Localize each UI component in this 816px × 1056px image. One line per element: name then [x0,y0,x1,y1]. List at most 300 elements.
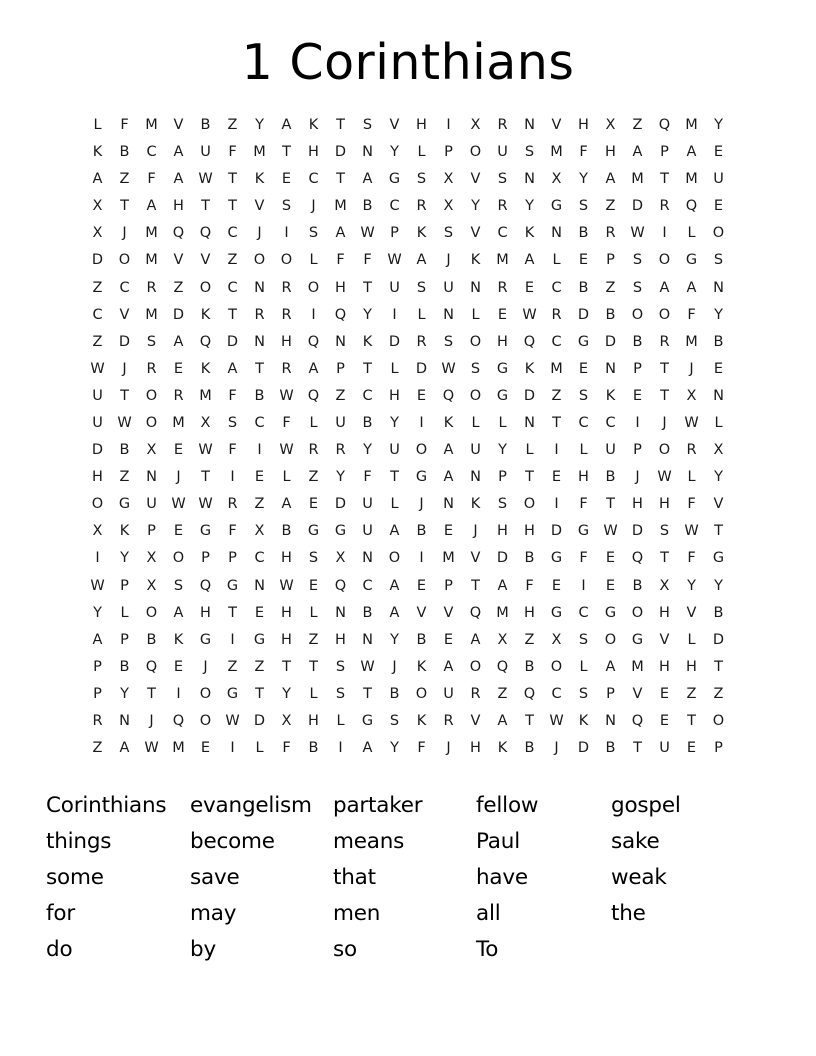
grid-cell[interactable]: M [550,144,563,161]
grid-cell[interactable]: T [282,658,291,675]
grid-cell[interactable]: B [362,198,373,215]
grid-cell[interactable]: G [577,523,590,540]
grid-cell[interactable]: L [687,469,696,486]
grid-cell[interactable]: C [551,685,562,702]
grid-cell[interactable]: L [93,116,102,133]
grid-cell[interactable]: S [713,252,724,269]
grid-cell[interactable]: O [280,252,293,269]
grid-cell[interactable]: F [687,496,696,513]
grid-cell[interactable]: U [497,144,508,161]
grid-cell[interactable]: F [120,116,129,133]
grid-cell[interactable]: X [92,198,103,215]
grid-cell[interactable]: R [92,713,103,729]
grid-cell[interactable]: N [335,604,346,621]
grid-cell[interactable]: X [146,442,157,459]
grid-cell[interactable]: M [631,658,644,675]
grid-cell[interactable]: X [92,225,103,242]
grid-cell[interactable]: S [389,713,400,729]
grid-cell[interactable]: E [416,387,427,404]
grid-cell[interactable]: W [360,225,375,242]
grid-cell[interactable]: R [659,333,670,350]
grid-cell[interactable]: B [578,279,589,296]
grid-cell[interactable]: K [416,713,427,729]
grid-cell[interactable]: Q [199,577,212,594]
grid-cell[interactable]: A [92,631,103,648]
grid-cell[interactable]: K [362,333,373,350]
grid-cell[interactable]: R [659,198,670,215]
grid-cell[interactable]: P [444,577,453,594]
grid-cell[interactable]: B [524,740,535,757]
grid-cell[interactable]: C [308,171,319,188]
grid-cell[interactable]: B [146,631,157,648]
grid-cell[interactable]: T [120,387,129,404]
word-list-item[interactable]: men [333,901,381,927]
grid-cell[interactable]: Q [145,658,158,675]
grid-cell[interactable]: Z [551,387,562,404]
grid-cell[interactable]: T [390,469,399,486]
grid-cell[interactable]: O [712,225,725,242]
grid-cell[interactable]: H [659,604,670,621]
grid-cell[interactable]: O [604,631,617,648]
grid-cell[interactable]: W [630,225,645,242]
grid-cell[interactable]: B [632,577,643,594]
grid-cell[interactable]: M [685,333,698,350]
grid-cell[interactable]: D [604,333,617,350]
grid-cell[interactable]: T [201,469,210,486]
grid-cell[interactable]: E [524,279,535,296]
grid-cell[interactable]: B [119,442,130,459]
grid-cell[interactable]: B [200,116,211,133]
grid-cell[interactable]: G [496,387,509,404]
grid-cell[interactable]: T [660,171,669,188]
grid-cell[interactable]: A [497,713,508,729]
grid-cell[interactable]: R [308,442,319,459]
grid-cell[interactable]: Q [523,333,536,350]
grid-cell[interactable]: Z [524,631,535,648]
grid-cell[interactable]: I [338,740,343,757]
grid-cell[interactable]: R [281,279,292,296]
grid-cell[interactable]: Z [92,740,103,757]
grid-cell[interactable]: Z [335,387,346,404]
grid-cell[interactable]: A [173,604,184,621]
grid-cell[interactable]: Z [254,658,265,675]
grid-cell[interactable]: E [200,740,211,757]
grid-cell[interactable]: I [392,306,397,323]
grid-cell[interactable]: S [578,198,589,215]
grid-cell[interactable]: Z [686,685,697,702]
grid-cell[interactable]: R [551,306,562,323]
grid-cell[interactable]: H [281,631,292,648]
grid-cell[interactable]: R [281,306,292,323]
grid-cell[interactable]: I [230,469,235,486]
grid-cell[interactable]: K [200,360,211,377]
grid-cell[interactable]: K [497,740,508,757]
grid-cell[interactable]: M [550,360,563,377]
grid-cell[interactable]: W [144,740,159,757]
grid-cell[interactable]: I [419,414,424,431]
grid-cell[interactable]: I [95,550,100,567]
grid-cell[interactable]: G [388,171,401,188]
grid-cell[interactable]: M [172,414,185,431]
grid-cell[interactable]: L [552,252,561,269]
grid-cell[interactable]: J [257,225,262,242]
grid-cell[interactable]: N [254,577,265,594]
grid-cell[interactable]: C [389,198,400,215]
grid-cell[interactable]: V [173,252,184,269]
grid-cell[interactable]: Q [685,198,698,215]
grid-cell[interactable]: J [689,360,694,377]
grid-cell[interactable]: A [659,279,670,296]
grid-cell[interactable]: E [308,577,319,594]
grid-cell[interactable]: Z [605,198,616,215]
grid-cell[interactable]: A [686,279,697,296]
grid-cell[interactable]: S [632,279,643,296]
grid-cell[interactable]: T [660,387,669,404]
grid-cell[interactable]: Q [307,333,320,350]
grid-cell[interactable]: E [173,658,184,675]
grid-cell[interactable]: K [605,387,616,404]
grid-cell[interactable]: F [687,550,696,567]
grid-cell[interactable]: O [415,685,428,702]
grid-cell[interactable]: Y [363,442,372,459]
grid-cell[interactable]: K [416,658,427,675]
grid-cell[interactable]: G [199,523,212,540]
word-list-item[interactable]: gospel [611,793,681,819]
grid-cell[interactable]: D [496,550,509,567]
grid-cell[interactable]: N [470,469,481,486]
grid-cell[interactable]: K [92,144,103,161]
word-list-item[interactable]: so [333,937,357,963]
grid-cell[interactable]: C [227,279,238,296]
grid-cell[interactable]: S [443,333,454,350]
grid-cell[interactable]: B [632,333,643,350]
grid-cell[interactable]: A [173,171,184,188]
grid-cell[interactable]: H [578,469,589,486]
grid-cell[interactable]: Y [120,550,129,567]
grid-cell[interactable]: E [632,387,643,404]
grid-cell[interactable]: D [550,523,563,540]
grid-cell[interactable]: O [631,306,644,323]
grid-cell[interactable]: N [254,333,265,350]
grid-cell[interactable]: T [255,685,264,702]
grid-cell[interactable]: H [659,496,670,513]
grid-cell[interactable]: Y [687,577,696,594]
grid-cell[interactable]: T [282,144,291,161]
grid-cell[interactable]: D [172,306,185,323]
grid-cell[interactable]: E [173,523,184,540]
word-list-item[interactable]: have [476,865,528,891]
grid-cell[interactable]: Z [713,685,724,702]
grid-cell[interactable]: S [335,658,346,675]
grid-cell[interactable]: E [497,306,508,323]
word-list-item[interactable]: things [46,829,112,855]
grid-cell[interactable]: L [309,414,318,431]
grid-cell[interactable]: E [578,360,589,377]
word-list-item[interactable]: Paul [476,829,520,855]
grid-cell[interactable]: W [549,713,564,729]
grid-cell[interactable]: O [415,442,428,459]
grid-cell[interactable]: J [176,469,181,486]
grid-cell[interactable]: V [119,306,130,323]
grid-cell[interactable]: C [497,225,508,242]
grid-cell[interactable]: M [685,171,698,188]
grid-cell[interactable]: N [524,414,535,431]
grid-cell[interactable]: I [230,740,235,757]
grid-cell[interactable]: D [91,442,104,459]
grid-cell[interactable]: N [335,333,346,350]
grid-cell[interactable]: C [578,604,589,621]
grid-cell[interactable]: O [631,604,644,621]
grid-cell[interactable]: V [389,116,400,133]
grid-cell[interactable]: Z [632,116,643,133]
grid-cell[interactable]: S [578,685,589,702]
grid-cell[interactable]: K [200,306,211,323]
grid-cell[interactable]: Q [172,225,185,242]
grid-cell[interactable]: W [279,577,294,594]
grid-cell[interactable]: H [605,144,616,161]
grid-cell[interactable]: Q [496,658,509,675]
grid-cell[interactable]: S [146,333,157,350]
grid-cell[interactable]: L [309,252,318,269]
grid-cell[interactable]: J [149,713,154,729]
grid-cell[interactable]: A [119,740,130,757]
grid-cell[interactable]: B [362,414,373,431]
grid-cell[interactable]: T [714,523,723,540]
grid-cell[interactable]: C [551,333,562,350]
grid-cell[interactable]: Y [390,414,399,431]
grid-cell[interactable]: K [416,225,427,242]
grid-cell[interactable]: H [200,604,211,621]
word-list-item[interactable]: by [190,937,216,963]
word-list-item[interactable]: weak [611,865,667,891]
grid-cell[interactable]: R [254,306,265,323]
grid-cell[interactable]: D [226,333,239,350]
grid-cell[interactable]: T [147,685,156,702]
grid-cell[interactable]: A [443,442,454,459]
grid-cell[interactable]: F [579,550,588,567]
grid-cell[interactable]: R [416,198,427,215]
word-list-item[interactable]: that [333,865,376,891]
grid-cell[interactable]: U [443,685,454,702]
grid-cell[interactable]: F [228,144,237,161]
grid-cell[interactable]: K [524,360,535,377]
word-list-item[interactable]: partaker [333,793,423,819]
grid-cell[interactable]: W [279,387,294,404]
grid-cell[interactable]: T [255,360,264,377]
grid-cell[interactable]: P [147,523,156,540]
grid-cell[interactable]: E [713,198,724,215]
grid-cell[interactable]: S [335,685,346,702]
grid-cell[interactable]: I [284,225,289,242]
grid-cell[interactable]: X [281,713,292,729]
grid-cell[interactable]: D [253,713,266,729]
grid-cell[interactable]: G [496,360,509,377]
grid-cell[interactable]: N [605,713,616,729]
grid-cell[interactable]: F [579,144,588,161]
grid-cell[interactable]: B [605,740,616,757]
word-list-item[interactable]: To [476,937,499,963]
grid-cell[interactable]: F [282,414,291,431]
grid-cell[interactable]: D [388,333,401,350]
grid-cell[interactable]: K [578,713,589,729]
grid-cell[interactable]: G [550,198,563,215]
grid-cell[interactable]: V [470,550,481,567]
grid-cell[interactable]: Y [120,685,129,702]
grid-cell[interactable]: W [441,360,456,377]
grid-cell[interactable]: F [417,740,426,757]
grid-cell[interactable]: K [173,631,184,648]
grid-cell[interactable]: N [443,496,454,513]
grid-cell[interactable]: A [173,333,184,350]
grid-cell[interactable]: G [226,577,239,594]
grid-cell[interactable]: Y [93,604,102,621]
grid-cell[interactable]: M [253,144,266,161]
grid-cell[interactable]: L [714,414,723,431]
grid-cell[interactable]: O [523,496,536,513]
grid-cell[interactable]: T [687,713,696,729]
grid-cell[interactable]: B [605,306,616,323]
grid-cell[interactable]: P [660,144,669,161]
grid-cell[interactable]: Y [714,116,723,133]
grid-cell[interactable]: S [416,171,427,188]
grid-cell[interactable]: R [416,333,427,350]
grid-cell[interactable]: N [713,279,724,296]
grid-cell[interactable]: V [443,604,454,621]
word-list-item[interactable]: for [46,901,75,927]
word-list-item[interactable]: become [190,829,275,855]
grid-cell[interactable]: K [119,523,130,540]
grid-cell[interactable]: U [470,442,481,459]
grid-cell[interactable]: Q [334,306,347,323]
grid-cell[interactable]: O [658,442,671,459]
grid-cell[interactable]: I [554,442,559,459]
grid-cell[interactable]: G [307,523,320,540]
grid-cell[interactable]: C [551,279,562,296]
grid-cell[interactable]: V [713,496,724,513]
grid-cell[interactable]: E [416,577,427,594]
grid-cell[interactable]: C [119,279,130,296]
grid-cell[interactable]: T [552,414,561,431]
grid-cell[interactable]: E [578,252,589,269]
grid-cell[interactable]: K [443,414,454,431]
grid-cell[interactable]: P [390,225,399,242]
grid-cell[interactable]: V [416,604,427,621]
grid-cell[interactable]: Z [227,658,238,675]
grid-cell[interactable]: V [470,713,481,729]
grid-cell[interactable]: E [605,577,616,594]
grid-cell[interactable]: G [604,604,617,621]
grid-cell[interactable]: J [419,496,424,513]
grid-cell[interactable]: O [118,252,131,269]
grid-cell[interactable]: A [281,116,292,133]
grid-cell[interactable]: T [525,713,534,729]
grid-cell[interactable]: A [335,225,346,242]
grid-cell[interactable]: P [228,550,237,567]
grid-cell[interactable]: B [119,658,130,675]
grid-cell[interactable]: O [199,279,212,296]
grid-cell[interactable]: O [712,713,725,729]
grid-cell[interactable]: H [470,740,481,757]
grid-cell[interactable]: Y [282,685,291,702]
grid-cell[interactable]: D [631,198,644,215]
grid-cell[interactable]: E [254,469,265,486]
grid-cell[interactable]: Z [92,279,103,296]
grid-cell[interactable]: S [281,198,292,215]
grid-cell[interactable]: A [227,360,238,377]
word-list-item[interactable]: all [476,901,501,927]
grid-cell[interactable]: S [227,414,238,431]
grid-cell[interactable]: G [631,631,644,648]
grid-cell[interactable]: T [363,685,372,702]
grid-cell[interactable]: Y [471,198,480,215]
grid-cell[interactable]: T [363,360,372,377]
grid-cell[interactable]: H [524,604,535,621]
grid-cell[interactable]: G [415,469,428,486]
grid-cell[interactable]: M [199,387,212,404]
grid-cell[interactable]: L [309,685,318,702]
grid-cell[interactable]: O [145,604,158,621]
grid-cell[interactable]: V [470,225,481,242]
grid-cell[interactable]: T [228,306,237,323]
grid-cell[interactable]: A [497,577,508,594]
grid-cell[interactable]: S [578,387,589,404]
grid-cell[interactable]: B [524,658,535,675]
grid-cell[interactable]: Y [579,171,588,188]
grid-cell[interactable]: R [146,360,157,377]
grid-cell[interactable]: Z [308,631,319,648]
grid-cell[interactable]: A [173,144,184,161]
grid-cell[interactable]: O [658,252,671,269]
grid-cell[interactable]: C [92,306,103,323]
grid-cell[interactable]: F [228,442,237,459]
grid-cell[interactable]: Q [469,604,482,621]
grid-cell[interactable]: A [92,171,103,188]
grid-cell[interactable]: Q [631,550,644,567]
grid-cell[interactable]: Y [714,577,723,594]
grid-cell[interactable]: M [685,116,698,133]
grid-cell[interactable]: N [713,387,724,404]
word-list-item[interactable]: the [611,901,646,927]
grid-cell[interactable]: L [417,306,426,323]
grid-cell[interactable]: O [469,658,482,675]
grid-cell[interactable]: V [659,631,670,648]
grid-cell[interactable]: D [334,496,347,513]
grid-cell[interactable]: X [443,171,454,188]
grid-cell[interactable]: Q [307,387,320,404]
grid-cell[interactable]: K [308,116,319,133]
grid-cell[interactable]: Y [390,740,399,757]
grid-cell[interactable]: Z [605,279,616,296]
grid-cell[interactable]: H [281,604,292,621]
grid-cell[interactable]: J [662,414,667,431]
grid-cell[interactable]: M [334,198,347,215]
grid-cell[interactable]: A [524,252,535,269]
grid-cell[interactable]: A [443,658,454,675]
grid-cell[interactable]: S [470,360,481,377]
grid-cell[interactable]: B [281,523,292,540]
grid-cell[interactable]: A [605,171,616,188]
grid-cell[interactable]: B [362,604,373,621]
grid-cell[interactable]: E [173,442,184,459]
grid-cell[interactable]: E [713,144,724,161]
grid-cell[interactable]: U [146,496,157,513]
grid-cell[interactable]: X [335,550,346,567]
grid-cell[interactable]: P [336,360,345,377]
grid-cell[interactable]: P [120,631,129,648]
grid-cell[interactable]: H [686,658,697,675]
grid-cell[interactable]: Q [199,333,212,350]
grid-cell[interactable]: W [603,523,618,540]
